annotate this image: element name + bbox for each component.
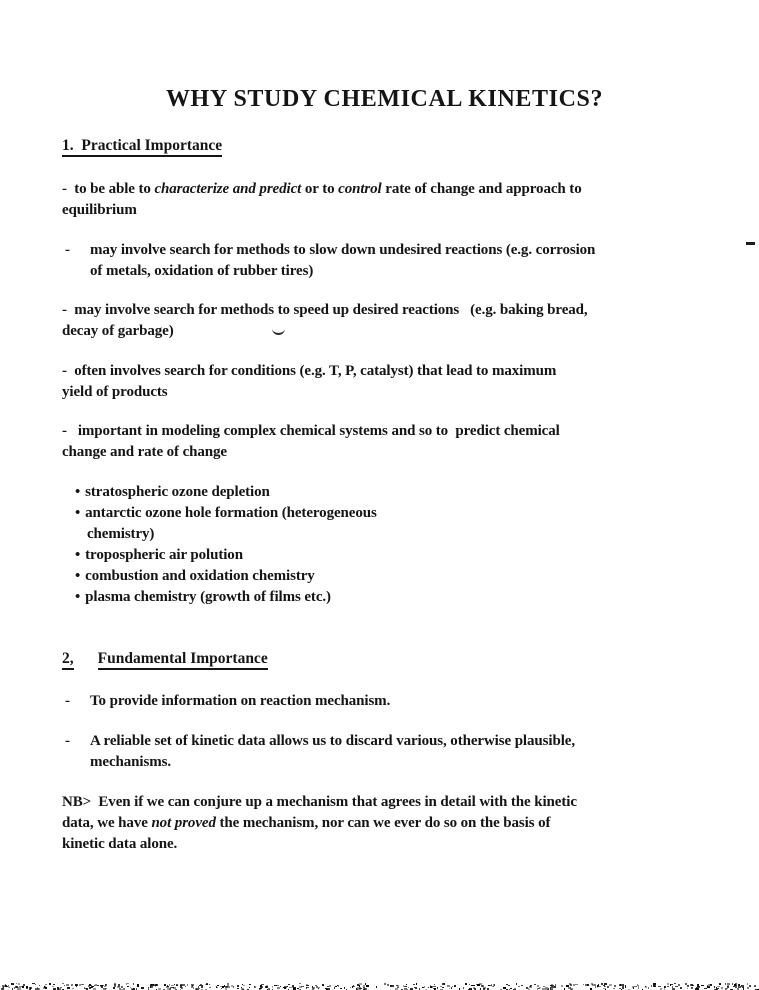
paragraph-discard-mechanisms	[62, 731, 707, 773]
list-item	[62, 587, 707, 608]
bullet-icon: •	[75, 484, 81, 500]
section-2-number: 2,	[62, 650, 74, 670]
application-bullet-list	[62, 482, 707, 608]
scan-artifact-dash	[746, 242, 755, 245]
list-item-text: combustion and oxidation chemistry	[85, 568, 315, 584]
italic-run: characterize and predict	[154, 181, 302, 197]
text-run: or to	[301, 181, 339, 197]
paragraph-line	[62, 179, 707, 200]
paragraph-line: A reliable set of kinetic data allows us to discard various, otherwise plausible,	[90, 733, 575, 749]
list-item-continuation: chemistry)	[87, 526, 155, 542]
list-item	[62, 482, 707, 503]
paragraph-line: NB> Even if we can conjure up a mechanism that agrees in detail with the kinetic	[62, 794, 577, 810]
page-title: WHY STUDY CHEMICAL KINETICS?	[165, 86, 604, 112]
paragraph-line: - may involve search for methods to speed up desired reactions (e.g. baking bread,	[62, 302, 588, 318]
list-item-text: antarctic ozone hole formation (heterogeneous	[85, 505, 377, 521]
section-1-heading-text: 1. Practical Importance	[62, 137, 222, 157]
bullet-icon: •	[75, 505, 81, 521]
paragraph-slow-down-reactions	[62, 240, 707, 282]
paragraph-line: mechanisms.	[90, 754, 171, 770]
list-dash: -	[65, 242, 70, 258]
paragraph-reaction-mechanism	[62, 691, 707, 712]
paragraph-line: kinetic data alone.	[62, 836, 178, 852]
paragraph-line: To provide information on reaction mechanism.	[90, 693, 391, 709]
paragraph-speed-up-reactions	[62, 300, 707, 342]
paragraph-line: - often involves search for conditions (e.g. T, P, catalyst) that lead to maximum	[62, 363, 557, 379]
section-1-heading	[62, 137, 707, 155]
italic-run: control	[338, 181, 382, 197]
list-dash: -	[65, 733, 70, 749]
text-run: rate of change and approach to	[381, 181, 582, 197]
nota-bene-paragraph	[62, 792, 707, 855]
text-run: data, we have	[62, 815, 152, 831]
section-2-heading	[62, 650, 707, 668]
list-item	[62, 545, 707, 566]
paragraph-line: may involve search for methods to slow down undesired reactions (e.g. corrosion	[90, 242, 596, 258]
paragraph-characterize-predict	[62, 179, 707, 221]
list-item-text: stratospheric ozone depletion	[85, 484, 270, 500]
bullet-icon: •	[75, 547, 81, 563]
text-run: the mechanism, nor can we ever do so on the basis of	[215, 815, 551, 831]
paragraph-modeling-systems	[62, 421, 707, 463]
paragraph-line: change and rate of change	[62, 444, 227, 460]
list-item	[62, 503, 707, 524]
paragraph-line: - important in modeling complex chemical systems and so to predict chemical	[62, 423, 560, 439]
paragraph-line	[62, 813, 707, 834]
paragraph-line: of metals, oxidation of rubber tires)	[90, 263, 314, 279]
bullet-icon: •	[75, 568, 81, 584]
list-item-text: plasma chemistry (growth of films etc.)	[85, 589, 331, 605]
list-dash: -	[65, 693, 70, 709]
italic-run: not proved	[151, 815, 216, 831]
list-item-text: tropospheric air polution	[85, 547, 243, 563]
list-item	[62, 566, 707, 587]
bullet-icon: •	[75, 589, 81, 605]
scan-noise-strip	[0, 979, 759, 990]
text-run: - to be able to	[62, 181, 155, 197]
paragraph-conditions-max-yield	[62, 361, 707, 403]
paragraph-line: decay of garbage)	[62, 323, 174, 339]
paragraph-line: yield of products	[62, 384, 168, 400]
section-2-heading-text: Fundamental Importance	[98, 650, 268, 670]
paragraph-line: equilibrium	[62, 202, 137, 218]
